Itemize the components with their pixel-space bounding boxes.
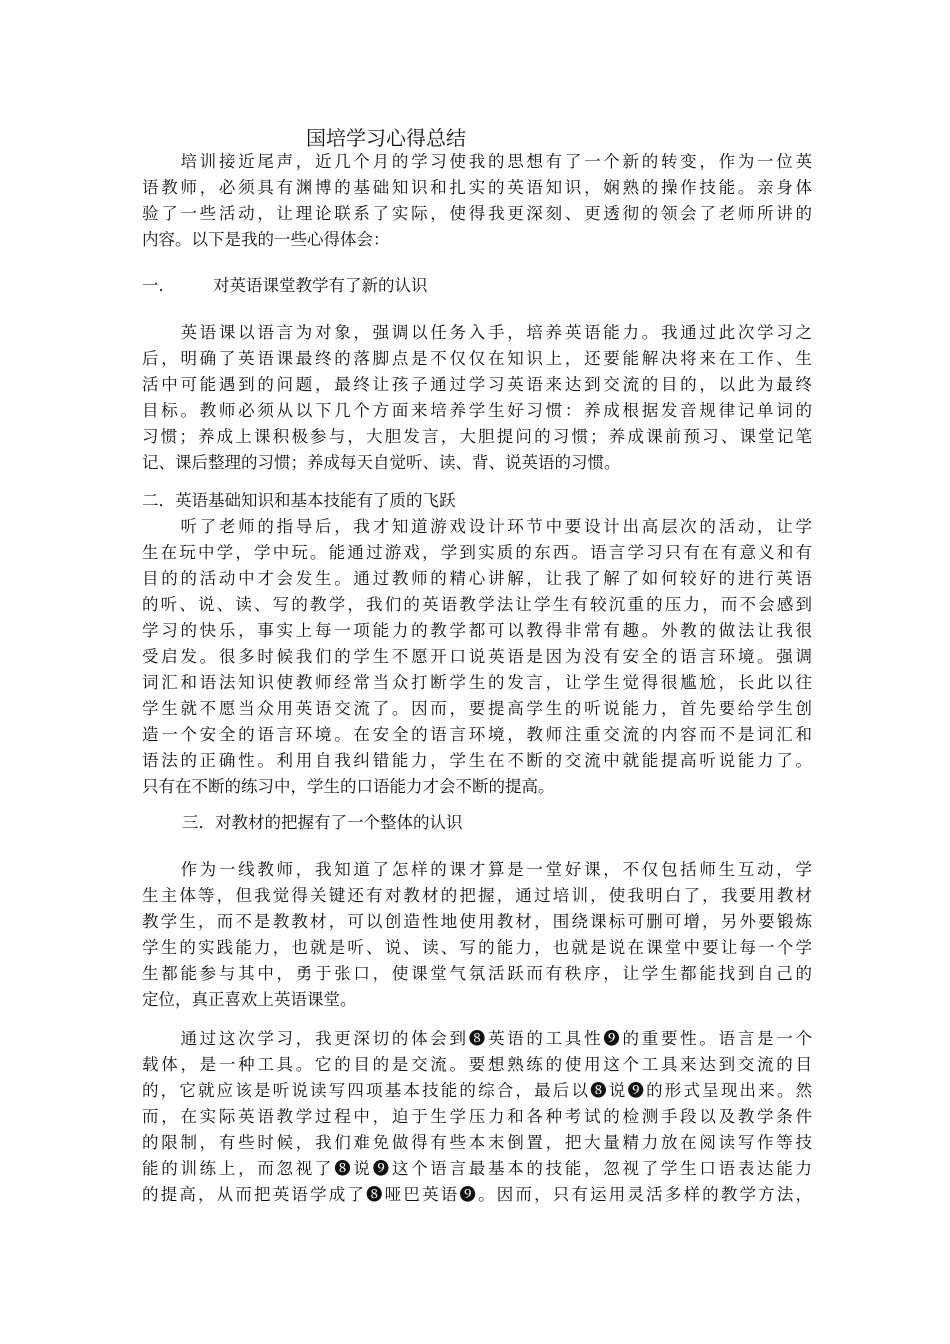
section1-line: 活中可能遇到的问题，最终让孩子通过学习英语来达到交流的目的，以此为最终	[142, 375, 812, 394]
intro-line: 培训接近尾声，近几个月的学习使我的思想有了一个新的转变，作为一位英	[142, 152, 812, 171]
section2-line: 只有在不断的练习中，学生的口语能力才会不断的提高。	[142, 777, 555, 796]
section1-line: 习惯；养成上课积极参与，大胆发言，大胆提问的习惯；养成课前预习、课堂记笔	[142, 427, 812, 446]
section2-line: 受启发。很多时候我们的学生不愿开口说英语是因为没有安全的语言环境。强调	[142, 647, 812, 666]
closing-line: 而，在实际英语教学过程中，迫于生学压力和各种考试的检测手段以及教学条件	[142, 1107, 812, 1126]
closing-line: 的提高，从而把英语学成了❽哑巴英语❾。因而，只有运用灵活多样的教学方法，	[142, 1185, 812, 1204]
section1-line: 目标。教师必须从以下几个方面来培养学生好习惯：养成根据发音规律记单词的	[142, 401, 812, 420]
closing-line: 的，它就应该是听说读写四项基本技能的综合，最后以❽说❾的形式呈现出来。然	[142, 1081, 812, 1100]
section2-line: 词汇和语法知识使教师经常当众打断学生的发言，让学生觉得很尴尬，长此以往	[142, 673, 812, 692]
section2-line: 目的的活动中才会发生。通过教师的精心讲解，让我了解了如何较好的进行英语	[142, 569, 812, 588]
intro-line: 语教师，必须具有渊博的基础知识和扎实的英语知识，娴熟的操作技能。亲身体	[142, 178, 812, 197]
section1-heading: 对英语课堂教学有了新的认识	[213, 276, 428, 295]
section2-line: 语法的正确性。利用自我纠错能力，学生在不断的交流中就能提高听说能力了。	[142, 751, 812, 770]
section3-line: 生都能参与其中，勇于张口，使课堂气氛活跃而有秩序，让学生都能找到自己的	[142, 964, 812, 983]
closing-line: 能的训练上，而忽视了❽说❾这个语言最基本的技能，忽视了学生口语表达能力	[142, 1159, 812, 1178]
closing-line: 通过这次学习，我更深切的体会到❽英语的工具性❾的重要性。语言是一个	[142, 1029, 812, 1048]
section3-heading: 三．对教材的把握有了一个整体的认识	[182, 813, 463, 832]
section3-line: 学生的实践能力，也就是听、说、读、写的能力，也就是说在课堂中要让每一个学	[142, 938, 812, 957]
section3-line: 定位，真正喜欢上英语课堂。	[142, 990, 357, 1009]
section1-line: 英语课以语言为对象，强调以任务入手，培养英语能力。我通过此次学习之	[142, 323, 812, 342]
section2-line: 听了老师的指导后，我才知道游戏设计环节中要设计出高层次的活动，让学	[142, 517, 812, 536]
intro-line: 内容。以下是我的一些心得体会：	[142, 230, 390, 249]
closing-line: 的限制，有些时候，我们难免做得有些本末倒置，把大量精力放在阅读写作等技	[142, 1133, 812, 1152]
section2-line: 学生就不愿当众用英语交流了。因而，要提高学生的听说能力，首先要给学生创	[142, 699, 812, 718]
section1-line: 记、课后整理的习惯；养成每天自觉听、读、背、说英语的习惯。	[142, 453, 621, 472]
section1-number: 一．	[142, 276, 175, 295]
section3-line: 作为一线教师，我知道了怎样的课才算是一堂好课，不仅包括师生互动，学	[142, 860, 812, 879]
section2-heading: 二．英语基础知识和基本技能有了质的飞跃	[142, 491, 456, 510]
section2-line: 的听、说、读、写的教学，我们的英语教学法让学生有较沉重的压力，而不会感到	[142, 595, 812, 614]
section3-line: 教学生，而不是教教材，可以创造性地使用教材，围绕课标可删可增，另外要锻炼	[142, 912, 812, 931]
section3-line: 生主体等，但我觉得关键还有对教材的把握，通过培训，使我明白了，我要用教材	[142, 886, 812, 905]
section2-line: 造一个安全的语言环境。在安全的语言环境，教师注重交流的内容而不是词汇和	[142, 725, 812, 744]
section2-line: 学习的快乐，事实上每一项能力的教学都可以教得非常有趣。外教的做法让我很	[142, 621, 812, 640]
intro-line: 验了一些活动，让理论联系了实际，使得我更深刻、更透彻的领会了老师所讲的	[142, 204, 812, 223]
section2-line: 生在玩中学，学中玩。能通过游戏，学到实质的东西。语言学习只有在有意义和有	[142, 543, 812, 562]
closing-line: 载体，是一种工具。它的目的是交流。要想熟练的使用这个工具来达到交流的目	[142, 1055, 812, 1074]
section1-line: 后，明确了英语课最终的落脚点是不仅仅在知识上，还要能解决将来在工作、生	[142, 349, 812, 368]
document-title: 国培学习心得总结	[306, 126, 466, 150]
